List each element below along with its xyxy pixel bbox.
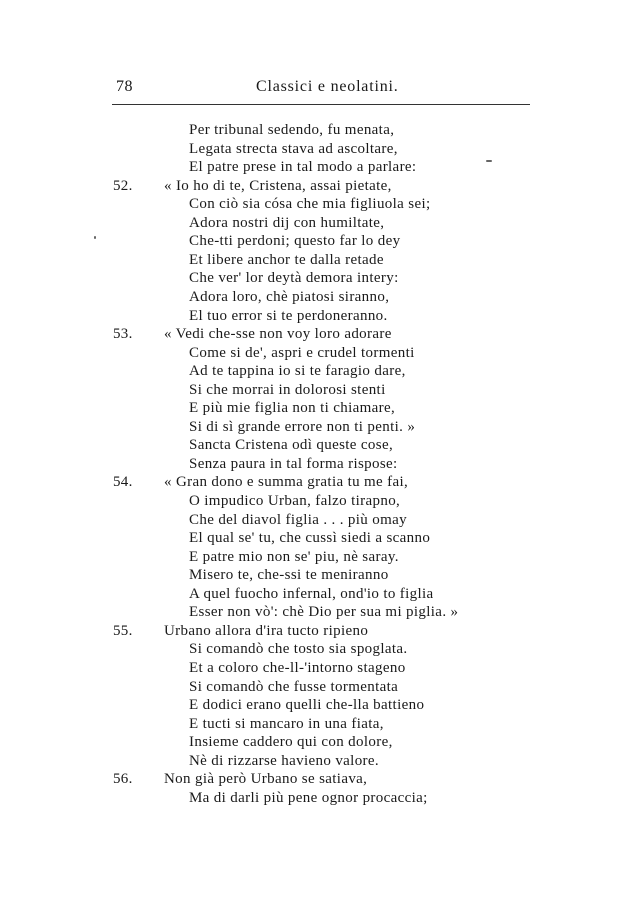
verse-line: Adora loro, chè piatosi siranno,: [189, 289, 390, 305]
stanza-number: 52.: [113, 178, 133, 194]
verse-line: Sancta Cristena odì queste cose,: [189, 437, 394, 453]
running-title: Classici e neolatini.: [256, 78, 399, 95]
verse-line: Che ver' lor deytà demora intery:: [189, 270, 399, 286]
verse-line: E tucti si mancaro in una fiata,: [189, 716, 384, 732]
verse-line: Per tribunal sedendo, fu menata,: [189, 122, 395, 138]
verse-line: El qual se' tu, che cussì siedi a scanno: [189, 530, 431, 546]
verse-line: Et libere anchor te dalla retade: [189, 252, 384, 268]
verse-line: A quel fuocho infernal, ond'io to figlia: [189, 586, 434, 602]
print-speck: [486, 160, 492, 162]
verse-line: Nè di rizzarse havieno valore.: [189, 753, 379, 769]
header-rule: [112, 104, 530, 105]
verse-line: Non già però Urbano se satiava,: [164, 771, 368, 787]
verse-line: Adora nostri dij con humiltate,: [189, 215, 385, 231]
verse-line: Legata strecta stava ad ascoltare,: [189, 141, 398, 157]
verse-line: Senza paura in tal forma rispose:: [189, 456, 398, 472]
verse-line: Si comandò che tosto sia spoglata.: [189, 641, 408, 657]
page-header: [0, 0, 619, 110]
verse-line: El patre prese in tal modo a parlare:: [189, 159, 417, 175]
stanza-number: 53.: [113, 326, 133, 342]
stanza-number: 55.: [113, 623, 133, 639]
verse-line: Ma di darli più pene ognor procaccia;: [189, 790, 428, 806]
verse-line: Con ciò sia cósa che mia figliuola sei;: [189, 196, 431, 212]
verse-line: Urbano allora d'ira tucto ripieno: [164, 623, 369, 639]
verse-line: « Io ho di te, Cristena, assai pietate,: [164, 178, 392, 194]
verse-line: Si comandò che fusse tormentata: [189, 679, 399, 695]
verse-line: Che del diavol figlia . . . più omay: [189, 512, 407, 528]
verse-line: E più mie figlia non ti chiamare,: [189, 400, 396, 416]
verse-line: « Vedi che-sse non voy loro adorare: [164, 326, 392, 342]
verse-line: Si di sì grande errore non ti penti. »: [189, 419, 416, 435]
verse-line: Che-tti perdoni; questo far lo dey: [189, 233, 401, 249]
stanza-number: 56.: [113, 771, 133, 787]
verse-line: Ad te tappina io si te faragio dare,: [189, 363, 406, 379]
verse-line: Et a coloro che-ll-'intorno stageno: [189, 660, 406, 676]
verse-line: E dodici erano quelli che-lla battieno: [189, 697, 425, 713]
stanza-number: 54.: [113, 474, 133, 490]
verse-line: Come si de', aspri e crudel tormenti: [189, 345, 415, 361]
verse-line: E patre mio non se' piu, nè saray.: [189, 549, 399, 565]
verse-line: « Gran dono e summa gratia tu me fai,: [164, 474, 409, 490]
verse-line: Esser non vò': chè Dio per sua mi piglia. »: [189, 604, 459, 620]
verse-line: El tuo error si te perdoneranno.: [189, 308, 388, 324]
page-number: 78: [116, 78, 133, 95]
verse-line: Si che morrai in dolorosi stenti: [189, 382, 386, 398]
verse-line: Misero te, che-ssi te meniranno: [189, 567, 389, 583]
verse-line: Insieme caddero qui con dolore,: [189, 734, 393, 750]
verse-line: O impudico Urban, falzo tirapno,: [189, 493, 401, 509]
print-speck: [94, 236, 96, 239]
